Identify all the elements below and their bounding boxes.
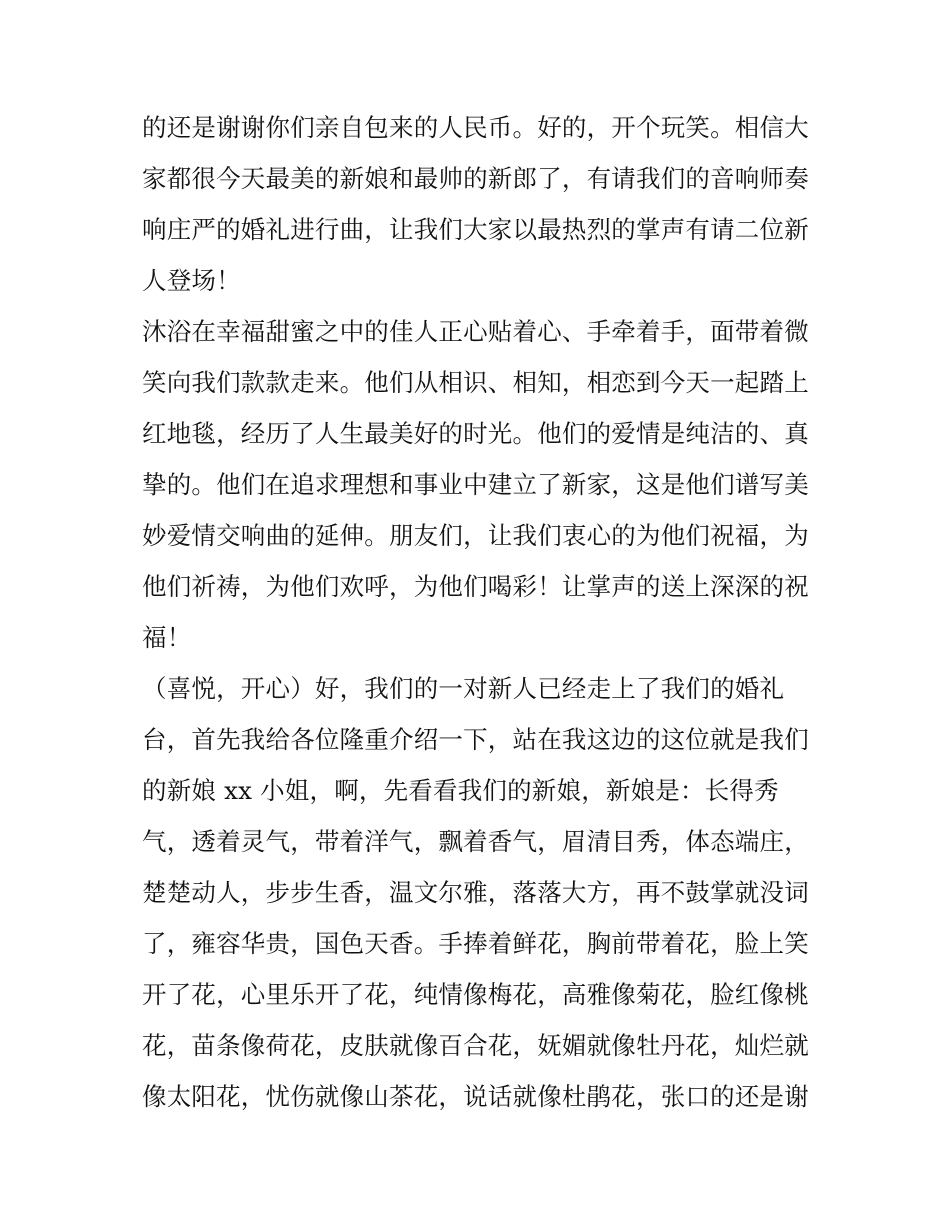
text-line: 福！ xyxy=(142,623,192,652)
text-line: 花，苗条像荷花，皮肤就像百合花，妩媚就像牡丹花，灿烂就 xyxy=(142,1031,809,1060)
text-line: 台，首先我给各位隆重介绍一下，站在我这边的这位就是我们 xyxy=(142,725,809,754)
text-line: 的还是谢谢你们亲自包来的人民币。好的，开个玩笑。相信大 xyxy=(142,113,809,142)
text-line: 他们祈祷，为他们欢呼，为他们喝彩！让掌声的送上深深的祝 xyxy=(142,572,809,601)
text-line: （喜悦，开心）好，我们的一对新人已经走上了我们的婚礼 xyxy=(142,674,785,703)
text-line: 挚的。他们在追求理想和事业中建立了新家，这是他们谱写美 xyxy=(142,470,809,499)
text-line: 沐浴在幸福甜蜜之中的佳人正心贴着心、手牵着手，面带着微 xyxy=(142,317,809,346)
text-line: 的新娘 xx 小姐，啊，先看看我们的新娘，新娘是：长得秀 xyxy=(142,776,779,805)
text-line: 像太阳花，忧伤就像山茶花，说话就像杜鹃花，张口的还是谢 xyxy=(142,1082,809,1111)
text-line: 家都很今天最美的新娘和最帅的新郎了，有请我们的音响师奏 xyxy=(142,164,809,193)
text-line: 笑向我们款款走来。他们从相识、相知，相恋到今天一起踏上 xyxy=(142,368,809,397)
text-line: 楚楚动人，步步生香，温文尔雅，落落大方，再不鼓掌就没词 xyxy=(142,878,809,907)
text-line: 开了花，心里乐开了花，纯情像梅花，高雅像菊花，脸红像桃 xyxy=(142,980,809,1009)
text-line: 气，透着灵气，带着洋气，飘着香气，眉清目秀，体态端庄， xyxy=(142,827,809,856)
text-line: 红地毯，经历了人生最美好的时光。他们的爱情是纯洁的、真 xyxy=(142,419,809,448)
text-line: 了，雍容华贵，国色天香。手捧着鲜花，胸前带着花，脸上笑 xyxy=(142,929,809,958)
text-line: 响庄严的婚礼进行曲，让我们大家以最热烈的掌声有请二位新 xyxy=(142,215,809,244)
text-line: 妙爱情交响曲的延伸。朋友们，让我们衷心的为他们祝福，为 xyxy=(142,521,809,550)
text-line: 人登场！ xyxy=(142,266,241,295)
